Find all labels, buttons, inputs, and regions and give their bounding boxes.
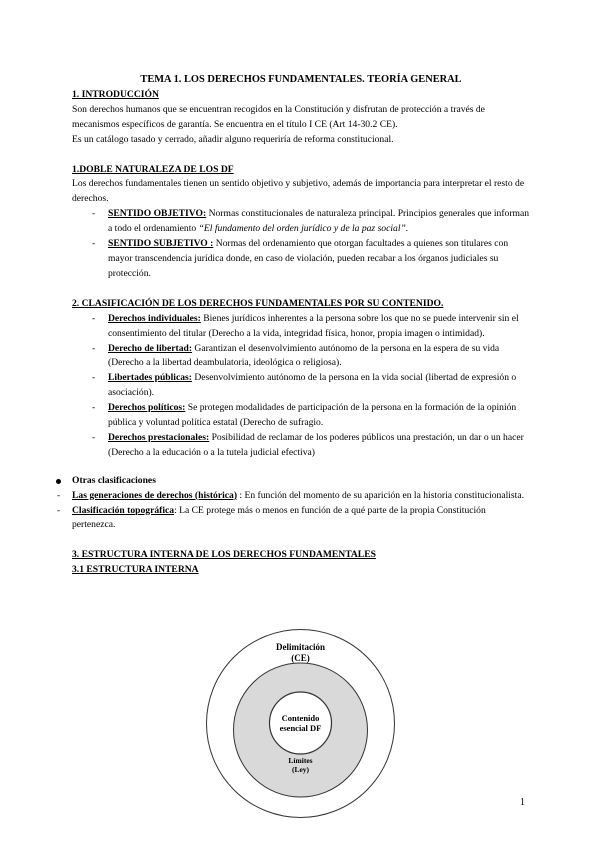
intro-paragraph: Son derechos humanos que se encuentran recogidos en la Constitución y disfrutan de protección a través de mecanismos específicos de garantía. Se encuentra en el título I CE (Art 14-30.2 CE).	[72, 103, 485, 130]
dash-icon: -	[57, 489, 61, 501]
section-heading-clasificacion: 2. CLASIFICACIÓN DE LOS DERECHOS FUNDAMENTALES POR SU CONTENIDO.	[72, 297, 444, 309]
outer-label-delimitacion: Delimitación	[276, 642, 325, 652]
doble-naturaleza-list	[72, 207, 530, 282]
list-item	[72, 342, 530, 372]
list-item-quote: “El fundamento del orden jurídico y de la paz social”.	[198, 223, 409, 235]
bullet-icon	[56, 479, 61, 484]
list-item-term: SENTIDO SUBJETIVO :	[108, 238, 214, 250]
list-item-text: Se protegen modalidades de participación de la persona en la formación de la opinión pública y voluntad política estatal (Derecho de sufragio.	[108, 402, 517, 429]
list-item-text: : En función del momento de su aparición en la historia constitucionalista.	[237, 489, 524, 501]
intro-paragraph-2: Es un catálogo tasado y cerrado, añadir alguno requeriría de reforma constitucional.	[72, 133, 394, 145]
list-item-term: Las generaciones de derechos (histórica)	[72, 489, 238, 501]
list-item-term: Derechos individuales:	[108, 312, 201, 324]
list-item-text: Garantizan el desenvolvimiento autónomo de la persona en la espera de su vida (Derecho a la libertad deambulatoria, ideológica o religiosa).	[108, 342, 500, 369]
list-item-term: Clasificación topográfica	[72, 504, 175, 516]
document-body	[57, 73, 530, 578]
section-heading-doble-naturaleza: 1.DOBLE NATURALEZA DE LOS DF	[72, 163, 234, 175]
list-item	[72, 431, 530, 461]
estructura-interna-diagram	[205, 628, 396, 819]
list-item-text: Normas del ordenamiento que otorgan facultades a quienes son titulares con mayor transcendencia jurídica donde, en caso de violación, pueden recabar a los órganos judiciales su protección.	[108, 238, 509, 279]
list-item-term: Libertades públicas:	[108, 372, 192, 384]
middle-label-ley: (Ley)	[291, 765, 310, 774]
subsection-heading-estructura-interna: 3.1 ESTRUCTURA INTERNA	[72, 564, 199, 576]
otras-clasificaciones-list	[58, 474, 530, 534]
section-heading-estructura: 3. ESTRUCTURA INTERNA DE LOS DERECHOS FUNDAMENTALES	[72, 549, 376, 561]
list-item	[58, 489, 530, 504]
list-item-term: SENTIDO OBJETIVO:	[108, 208, 207, 220]
outer-label-ce: (CE)	[291, 653, 310, 663]
list-item	[72, 312, 530, 342]
list-item-text: Normas constitucionales de naturaleza principal. Principios generales que informan a todo el ordenamiento	[108, 208, 530, 235]
list-item	[72, 207, 530, 237]
middle-label-limites: Límites	[288, 756, 313, 765]
clasificacion-list	[72, 312, 530, 461]
list-item-text: Posibilidad de reclamar de los poderes públicos una prestación, un dar o un hacer (Derecho a la educación o a la tutela judicial efectiva)	[108, 431, 524, 458]
dash-icon: -	[57, 504, 61, 516]
list-item	[72, 237, 530, 282]
page-number: 1	[520, 797, 525, 808]
inner-label-contenido: Contenido	[281, 713, 320, 723]
list-item	[72, 371, 530, 401]
inner-label-esencial: esencial DF	[279, 723, 322, 733]
list-item-term: Derechos prestacionales:	[108, 431, 210, 443]
list-item-text: : La CE protege más o menos en función de a qué parte de la propia Constitución pertenezca.	[72, 504, 486, 531]
otras-clasificaciones-heading: Otras clasificaciones	[72, 474, 156, 486]
list-item-term: Derecho de libertad:	[108, 342, 193, 354]
doble-naturaleza-paragraph: Los derechos fundamentales tienen un sentido objetivo y subjetivo, además de importancia para interpretar el resto de derechos.	[72, 178, 525, 205]
list-item-text: Desenvolvimiento autónomo de la persona en la vida social (libertad de expresión o asociación).	[108, 372, 517, 399]
list-item	[72, 401, 530, 431]
document-title: TEMA 1. LOS DERECHOS FUNDAMENTALES. TEORÍA GENERAL	[140, 74, 462, 85]
list-item-term: Derechos políticos:	[108, 402, 186, 414]
list-item	[58, 504, 530, 534]
list-item	[58, 474, 530, 489]
list-item-text: Bienes jurídicos inherentes a la persona sobre los que no se puede intervenir sin el consentimiento del titular (Derecho a la vida, integridad física, honor, propia imagen o intimidad).	[108, 312, 519, 339]
section-heading-introduccion: 1. INTRODUCCIÓN	[72, 88, 159, 100]
